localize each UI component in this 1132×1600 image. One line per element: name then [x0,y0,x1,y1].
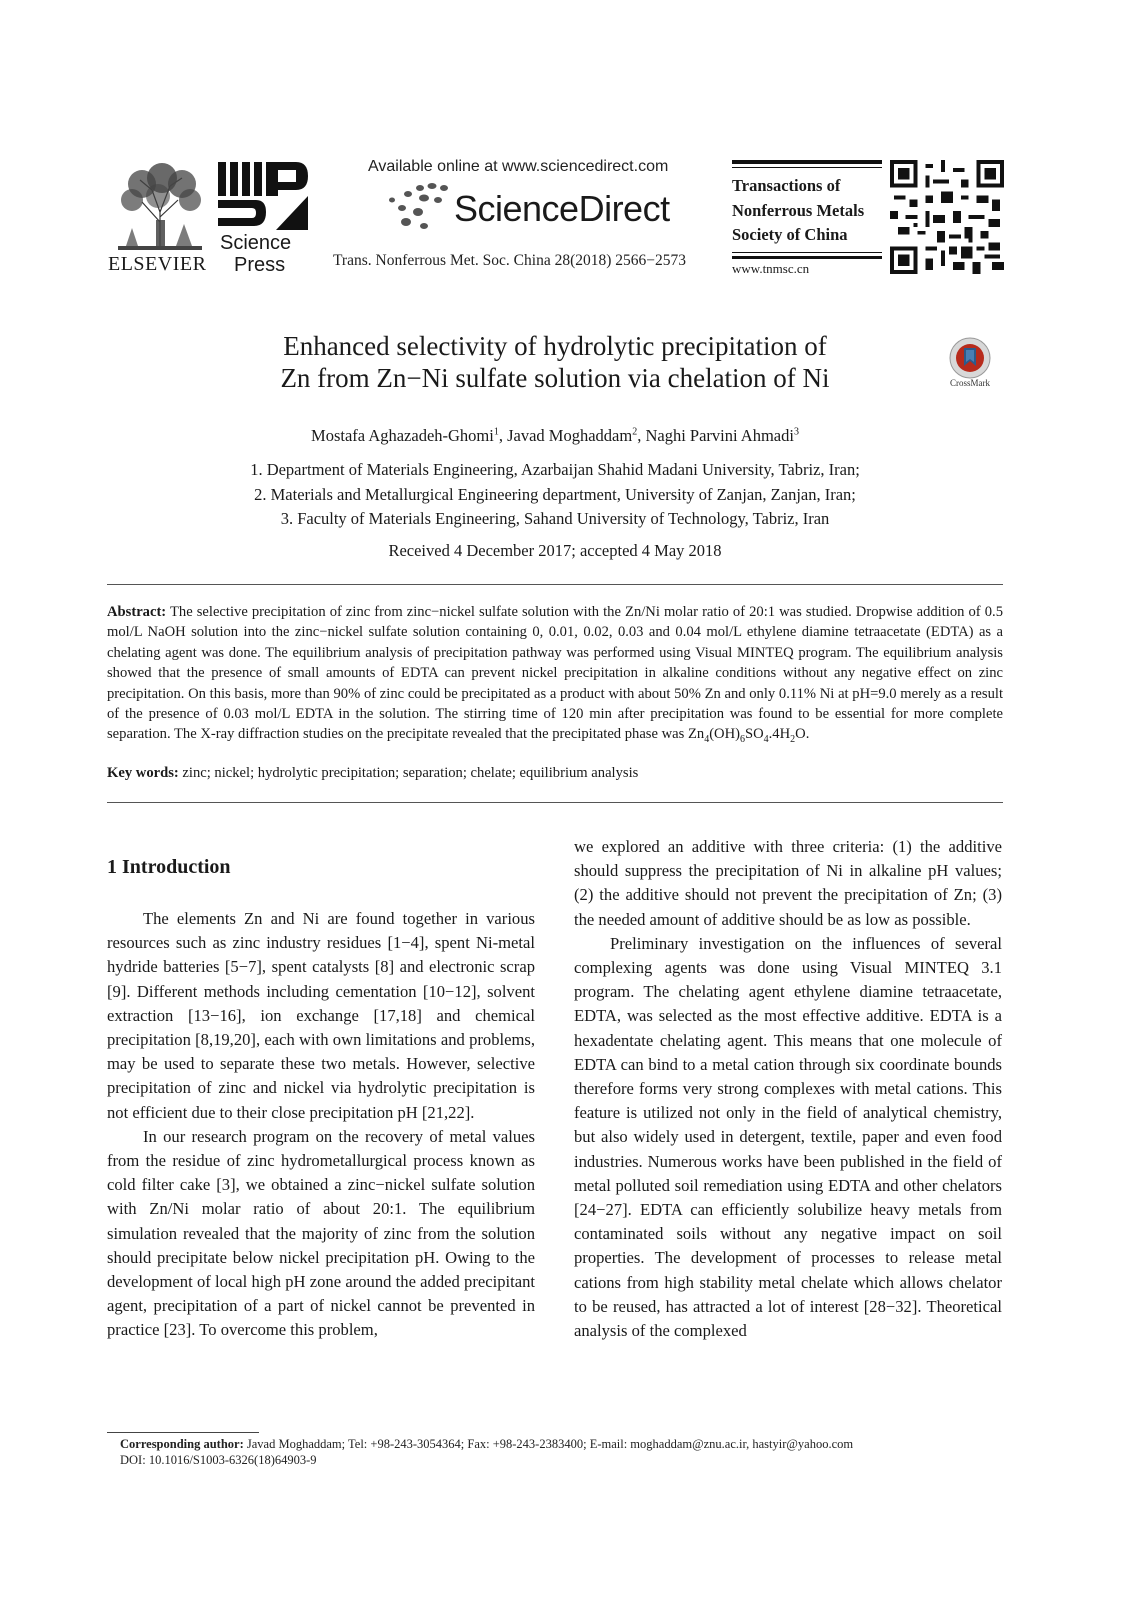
footnote-rule [107,1432,259,1433]
keywords-text: zinc; nickel; hydrolytic precipitation; separation; chelate; equilibrium analysis [182,765,639,781]
divider [107,802,1003,803]
available-online-text: Available online at www.sciencedirect.com [368,158,669,175]
keywords-label: Key words: [107,765,179,781]
elsevier-logo [108,160,212,280]
masthead-rule [732,167,882,168]
author-list [0,426,1110,446]
abstract-label: Abstract: [107,604,167,620]
society-title-line: Society of China [732,225,848,244]
corresponding-label: Corresponding author: [120,1437,244,1451]
formula-part: SO [745,726,764,743]
sciencedirect-wordmark: ScienceDirect [454,188,670,229]
body-column-left [107,907,535,1343]
corresponding-details: Javad Moghaddam; Tel: +98-243-3054364; Fax: +98-243-2383400; E-mail: moghaddam@znu.ac.ir, hastyir@yahoo.com [243,1437,854,1451]
author-name: Javad Moghaddam [507,426,633,445]
body-paragraph: In our research program on the recovery of metal values from the residue of zinc hydrometallurgical process known as cold filter cake [3], we obtained a zinc−nickel sulfate solution with Zn/Ni molar ratio of about 20:1. The equilibrium simulation revealed that the majority of zinc from the solution should precipitate below nickel precipitation pH. Owing to the development of local high pH zone around the added precipitant agent, precipitation of a part of nickel cannot be prevented in practice [23]. To overcome this problem, [107,1126,535,1340]
affiliation-item: 2. Materials and Metallurgical Engineering department, University of Zanjan, Zanjan, Iran; [254,484,856,504]
author-affil-mark: 2 [632,426,638,438]
society-url: www.tnmsc.cn [732,261,810,276]
masthead-rule [732,252,882,253]
body-column-right [574,835,1002,1343]
masthead-rule [732,160,882,164]
science-press-emblem-icon [216,160,310,232]
science-press-line2: Press [234,254,286,276]
abstract-text: The selective precipitation of zinc from zinc−nickel sulfate solution with the Zn/Ni molar ratio of 20:1 was studied. Dropwise addition of 0.5 mol/L NaOH solution into the zinc−nickel sulfate solution containing 0, 0.01, 0.02, 0.03 and 0.04 mol/L ethylene diamine tetraacetate (EDTA) as a chelating agent was done. The equilibrium analysis of precipitation pathway was performed using Visual MINTEQ program. The equilibrium analysis showed that the presence of small amounts of EDTA can prevent nickel precipitation in alkaline conditions without any negative effect on zinc precipitation. On this basis, more than 90% of zinc could be precipitated as a product with about 50% Zn and only 0.11% Ni at pH=9.0 merely as a result of the presence of 0.03 mol/L EDTA in the solution. The stirring time of 120 min after precipitation was found to be essential for more complete separation. The X-ray diffraction studies on the precipitate revealed that the precipitated phase was [107,604,1003,743]
divider [107,584,1003,585]
footnote [120,1436,853,1468]
affiliation-list [0,458,1110,532]
science-press-logo [216,160,312,280]
article-title-line: Zn from Zn−Ni sulfate solution via chelation of Ni [280,363,830,393]
formula-part: O. [795,726,810,743]
society-masthead [732,160,884,280]
formula-subscript: 4 [763,734,769,746]
science-press-wordmark [220,232,291,276]
affiliation-item: 3. Faculty of Materials Engineering, Sahand University of Technology, Tabriz, Iran [280,509,830,528]
formula-part: Zn [687,726,705,743]
formula-subscript: 6 [740,734,745,746]
elsevier-tree-icon [112,162,208,252]
society-title [732,174,864,248]
author-separator: , [498,426,508,445]
abstract [107,602,1003,745]
formula-subscript: 2 [790,734,796,746]
formula-subscript: 4 [704,734,710,746]
crossmark-label: CrossMark [950,378,990,388]
author-affil-mark: 3 [793,426,799,438]
sciencedirect-dots-icon [384,182,454,232]
society-title-line: Transactions of [732,176,841,195]
author-affil-mark: 1 [493,426,499,438]
journal-citation: Trans. Nonferrous Met. Soc. China 28(2018) 2566−2573 [333,252,687,269]
author-name: Mostafa Aghazadeh-Ghomi [311,426,494,445]
section-heading: 1 Introduction [107,856,231,878]
society-title-line: Nonferrous Metals [732,200,865,220]
received-dates: Received 4 December 2017; accepted 4 May 2018 [388,541,722,560]
formula-part: (OH) [709,726,740,743]
elsevier-wordmark: ELSEVIER [108,253,207,275]
journal-header [0,0,1132,300]
affiliation-item: 1. Department of Materials Engineering, Azarbaijan Shahid Madani University, Tabriz, Iran; [250,460,860,479]
masthead-rule [732,256,882,259]
chemical-formula [687,726,810,746]
formula-part: .4H [768,726,791,743]
body-paragraph: The elements Zn and Ni are found together in various resources such as zinc industry residues [1−4], spent Ni-metal hydride batteries [5−7], spent catalysts [8] and electronic scrap [9]. Different methods including cementation [10−12], solvent extraction [13−16], ion exchange [17,18] and chemical precipitation [8,19,20], each with own limitations and problems, may be used to separate these two metals. However, selective precipitation of zinc and nickel via hydrolytic precipitation is not efficient due to their close precipitation pH [21,22]. [107,909,535,1122]
corresponding-author [120,1436,853,1452]
sciencedirect-logo [384,182,684,234]
article-title-line: Enhanced selectivity of hydrolytic precipitation of [283,331,827,361]
qr-code-icon [890,160,1004,274]
author-name: Naghi Parvini Ahmadi [645,426,794,445]
author-separator: , [637,426,646,445]
doi: DOI: 10.1016/S1003-6326(18)64903-9 [120,1453,317,1467]
body-paragraph: we explored an additive with three criteria: (1) the additive should suppress the precipitation of Ni in alkaline pH values; (2) the additive should not prevent the precipitation of Zn; (3) the needed amount of additive should be as low as possible. [574,837,1002,929]
science-press-line1: Science [220,232,292,254]
article-title [200,330,910,394]
body-paragraph: Preliminary investigation on the influences of several complexing agents was done using Visual MINTEQ 3.1 program. The chelating agent ethylene diamine tetraacetate, EDTA, was selected as the most effective additive. EDTA is a hexadentate chelating agent. This means that one molecule of EDTA can bind to a metal cation through six coordinate bounds therefore forms very strong complexes with metal cations. This feature is utilized not only in the field of analytical chemistry, but also widely used in detergent, textile, paper and even food industries. Numerous works have been published in the field of metal polluted soil remediation using EDTA and other chelators [24−27]. EDTA can efficiently solubilize heavy metals from contaminated soils without any negative impact on soil properties. The development of processes to release metal cations from high stability metal chelate which allows chelator to be reused, has attracted a lot of interest [28−32]. Theoretical analysis of the complexed [574,933,1002,1341]
keywords [107,765,1003,782]
